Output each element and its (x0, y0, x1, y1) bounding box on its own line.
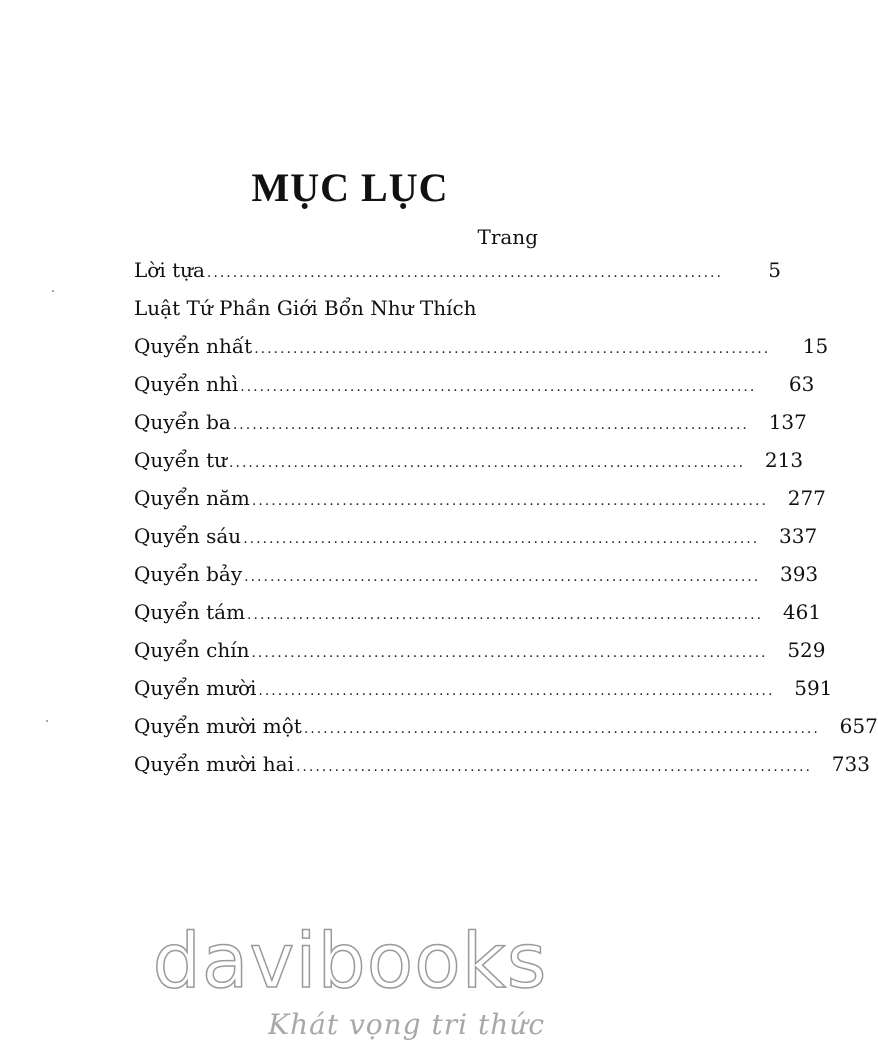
toc-leader: ................................................................................ (206, 265, 723, 281)
watermark-tagline: Khát vọng tri thức (268, 1008, 545, 1041)
toc-row (134, 256, 781, 284)
toc-leader: ................................................................................ (243, 531, 760, 547)
toc-row (134, 712, 878, 740)
toc-label: Quyển tám (134, 600, 246, 624)
toc-row (134, 408, 807, 436)
toc-label: Quyển mười (134, 676, 257, 700)
toc-label: Lời tựa (134, 258, 205, 282)
toc-row (134, 446, 804, 474)
toc-page-number: 277 (787, 486, 826, 510)
toc-page-number: 591 (794, 676, 833, 700)
toc-row (134, 674, 833, 702)
toc-page-number: 15 (802, 334, 829, 358)
toc-label: Quyển mười một (134, 714, 302, 738)
toc-row (134, 522, 818, 550)
toc-label: Quyển tư (134, 448, 228, 472)
toc-leader: ................................................................................ (229, 455, 746, 471)
toc-page-number: 461 (782, 600, 822, 624)
toc-label: Quyển ba (134, 410, 231, 434)
toc-label: Quyển nhất (134, 334, 253, 358)
toc-label: Quyển mười hai (134, 752, 294, 776)
watermark (150, 916, 550, 1006)
toc-leader: ................................................................................ (251, 645, 768, 661)
toc-label: Quyển sáu (134, 524, 242, 548)
toc-leader: ................................................................................ (232, 417, 749, 433)
toc-page-number: 5 (768, 258, 781, 282)
toc-row (134, 370, 815, 398)
toc-label: Quyển nhì (134, 372, 239, 396)
toc-leader: ................................................................................ (254, 341, 771, 357)
toc-page-number: 657 (839, 714, 878, 738)
toc-leader: ................................................................................ (295, 759, 812, 775)
toc-label: Quyển chín (134, 638, 250, 662)
toc-row (134, 598, 822, 626)
toc-page-number: 213 (764, 448, 804, 472)
toc-leader: ................................................................................ (240, 379, 757, 395)
toc-label: Quyển bảy (134, 562, 243, 586)
toc-page-number: 337 (779, 524, 818, 548)
page-column-header: Trang (477, 225, 538, 249)
toc-leader: ................................................................................ (247, 607, 764, 623)
toc-page-number: 393 (779, 562, 819, 586)
scan-speck (52, 290, 54, 292)
toc-row (134, 636, 826, 664)
toc-label: Quyển năm (134, 486, 250, 510)
toc-page-number: 63 (788, 372, 815, 396)
toc-leader: ................................................................................ (303, 721, 820, 737)
toc-row (134, 750, 870, 778)
toc-page-number: 529 (787, 638, 826, 662)
toc-leader: ................................................................................ (251, 493, 768, 509)
page-title: MỤC LỤC (251, 165, 449, 210)
toc-leader: ................................................................................ (244, 569, 761, 585)
toc-page-number: 137 (768, 410, 807, 434)
watermark-brand: davibooks (152, 916, 548, 1005)
toc-row (134, 332, 829, 360)
toc-row (134, 560, 819, 588)
toc-page-number: 733 (831, 752, 870, 776)
scan-speck (46, 720, 48, 722)
toc-row (134, 484, 826, 512)
toc-leader: ................................................................................ (258, 683, 775, 699)
section-heading: Luật Tứ Phần Giới Bổn Như Thích (134, 296, 477, 320)
